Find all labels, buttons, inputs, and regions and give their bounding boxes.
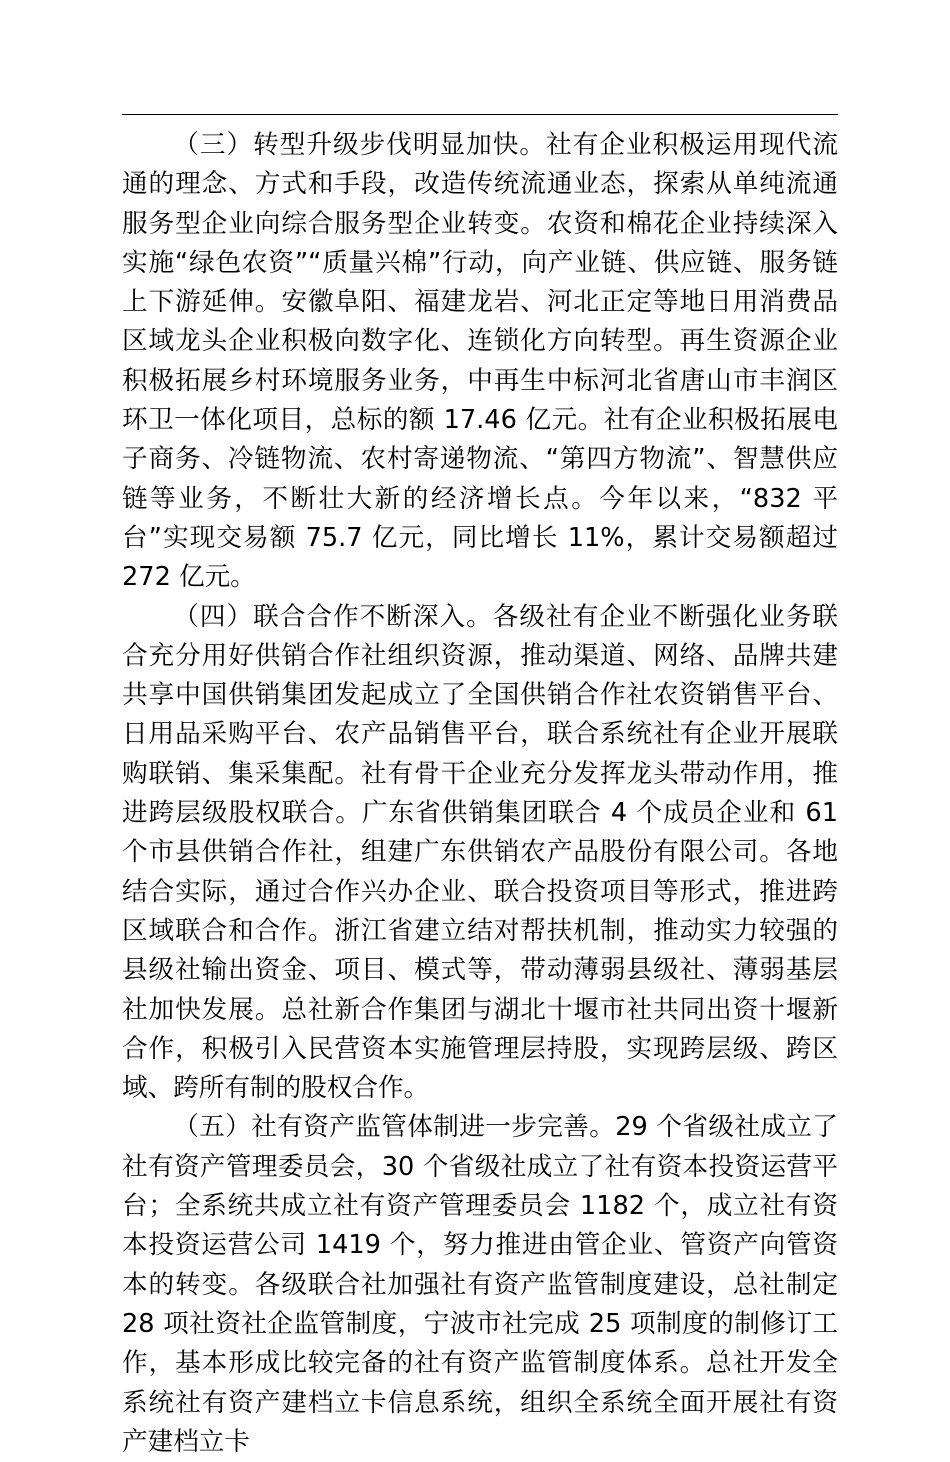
header-rule <box>122 114 838 115</box>
paragraph-section-4: （四）联合合作不断深入。各级社有企业不断强化业务联合充分用好供销合作社组织资源，推动渠道、网络、品牌共建共享中国供销集团发起成立了全国供销合作社农资销售平台、日用品采购平台、农产品销售平台，联合系统社有企业开展联购联销、集采集配。社有骨干企业充分发挥龙头带动作用，推进跨层级股权联合。广东省供销集团联合 4 个成员企业和 61 个市县供销合作社，组建广东供销农产品股份有限公司。各地结合实际，通过合作兴办企业、联合投资项目等形式，推进跨区域联合和合作。浙江省建立结对帮扶机制，推动实力较强的县级社输出资金、项目、模式等，带动薄弱县级社、薄弱基层社加快发展。总社新合作集团与湖北十堰市社共同出资十堰新合作，积极引入民营资本实施管理层持股，实现跨层级、跨区域、跨所有制的股权合作。 <box>122 601 838 1104</box>
paragraph-section-5: （五）社有资产监管体制进一步完善。29 个省级社成立了社有资产管理委员会，30 个省级社成立了社有资本投资运营平台；全系统共成立社有资产管理委员会 1182 个，成立社有资本投资运营公司 1419 个，努力推进由管企业、管资产向管资本的转变。各级联合社加强社有资产监管制度建设，总社制定 28 项社资社企监管制度，宁波市社完成 25 项制度的制修订工作，基本形成比较完备的社有资产监管制度体系。总社开发全系统社有资产建档立卡信息系统，组织全系统全面开展社有资产建档立卡 <box>122 1112 838 1457</box>
paragraph-section-3: （三）转型升级步伐明显加快。社有企业积极运用现代流通的理念、方式和手段，改造传统流通业态，探索从单纯流通服务型企业向综合服务型企业转变。农资和棉花企业持续深入实施“绿色农资”“质量兴棉”行动，向产业链、供应链、服务链上下游延伸。安徽阜阳、福建龙岩、河北正定等地日用消费品区域龙头企业积极向数字化、连锁化方向转型。再生资源企业积极拓展乡村环境服务业务，中再生中标河北省唐山市丰润区环卫一体化项目，总标的额 17.46 亿元。社有企业积极拓展电子商务、冷链物流、农村寄递物流、“第四方物流”、智慧供应链等业务，不断壮大新的经济增长点。今年以来，“832 平台”实现交易额 75.7 亿元，同比增长 11%，累计交易额超过 272 亿元。 <box>122 130 838 593</box>
document-body <box>122 126 838 1462</box>
